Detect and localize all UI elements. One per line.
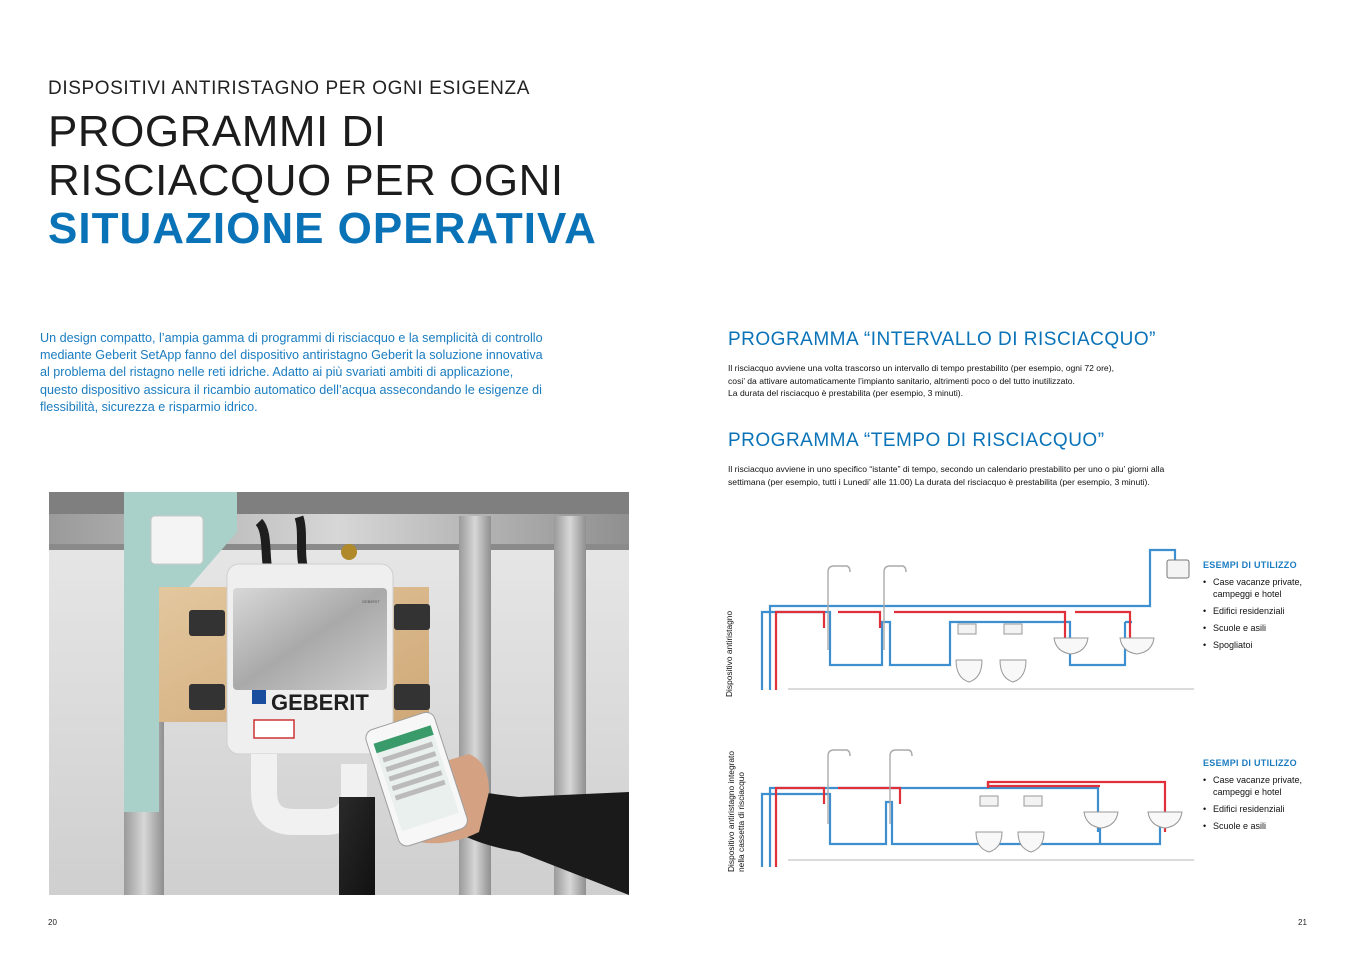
page-title-line-2: RISCIACQUO PER OGNI xyxy=(48,156,564,205)
intro-line: mediante Geberit SetApp fanno del dispositivo antiristagno Geberit la soluzione innovativa xyxy=(40,348,543,363)
intro-line: al problema del ristagno nelle reti idriche. Adatto ai più svariati ambiti di applicazione, xyxy=(40,365,514,380)
plumbing-schematic-2 xyxy=(720,732,1195,877)
product-illustration xyxy=(49,492,629,895)
program2-title: PROGRAMMA “TEMPO DI RISCIACQUO” xyxy=(728,430,1105,451)
program1-line: La durata del risciacquo è prestabilita (per esempio, 3 minuti). xyxy=(728,388,964,399)
example-text: Case vacanze private, xyxy=(1213,577,1303,587)
page-title-line-1: PROGRAMMI DI xyxy=(48,107,387,156)
program2-line: settimana (per esempio, tutti i Lunedi’ alle 11.00) La durata del risciacquo è prestabilita (per esempio, 3 minuti). xyxy=(728,476,1150,487)
program1-line: Il risciacquo avviene una volta trascorso un intervallo di tempo prestabilito (per esempio, ogni 72 ore), xyxy=(728,363,1114,373)
example-item: • Spogliatoi xyxy=(1203,639,1343,651)
examples-title: ESEMPI DI UTILIZZO xyxy=(1203,560,1297,570)
plumbing-schematic-1 xyxy=(720,540,1195,700)
intro-line: Un design compatto, l’ampia gamma di programmi di risciacquo e la semplicità di controllo xyxy=(40,331,543,345)
program1-line: cosi’ da attivare automaticamente l’impianto sanitario, altrimenti poco o del tutto inutilizzato. xyxy=(728,375,1075,386)
examples-box-2 xyxy=(1203,758,1343,837)
diagram2-label-line2: nella cassetta di risciacquo xyxy=(736,771,746,872)
diagram2-label-line1: Dispositivo antiristagno integrato xyxy=(726,750,736,872)
plumbing-diagram-2 xyxy=(720,732,1195,877)
example-text: campeggi e hotel xyxy=(1213,589,1282,599)
examples-list xyxy=(1203,774,1343,832)
example-item: • Edifici residenziali xyxy=(1203,605,1343,617)
program2-description xyxy=(728,463,1198,488)
example-text: Case vacanze private, xyxy=(1213,775,1303,785)
example-item: • Scuole e asili xyxy=(1203,622,1343,634)
example-item: • Scuole e asili xyxy=(1203,820,1343,832)
intro-line: questo dispositivo assicura il ricambio automatico dell’acqua assecondando le esigenze di xyxy=(40,382,542,397)
intro-line: flessibilità, sicurezza e risparmio idrico. xyxy=(40,399,258,414)
page-title-line-3: SITUAZIONE OPERATIVA xyxy=(48,204,597,253)
intro-paragraph xyxy=(40,330,580,416)
geberit-logo-large: GEBERIT xyxy=(271,690,369,715)
program1-description xyxy=(728,362,1198,400)
program2-line: Il risciacquo avviene in uno specifico “istante” di tempo, secondo un calendario prestabilito per uno o piu’ giorni alla xyxy=(728,464,1165,474)
plumbing-diagram-1 xyxy=(720,540,1195,700)
examples-title: ESEMPI DI UTILIZZO xyxy=(1203,758,1297,768)
page-number-right: 21 xyxy=(1298,918,1307,927)
example-item xyxy=(1203,774,1343,798)
page-number-left: 20 xyxy=(48,918,57,927)
example-text: campeggi e hotel xyxy=(1213,787,1282,797)
product-photo xyxy=(49,492,629,895)
program1-title: PROGRAMMA “INTERVALLO DI RISCIACQUO” xyxy=(728,329,1156,350)
example-item: • Edifici residenziali xyxy=(1203,803,1343,815)
section-kicker: DISPOSITIVI ANTIRISTAGNO PER OGNI ESIGENZA xyxy=(48,78,530,99)
diagram1-label: Dispositivo antiristagno xyxy=(724,610,734,697)
geberit-logo-small: GEBERIT xyxy=(362,599,380,604)
examples-box-1 xyxy=(1203,560,1343,656)
example-item xyxy=(1203,576,1343,600)
examples-list xyxy=(1203,576,1343,651)
